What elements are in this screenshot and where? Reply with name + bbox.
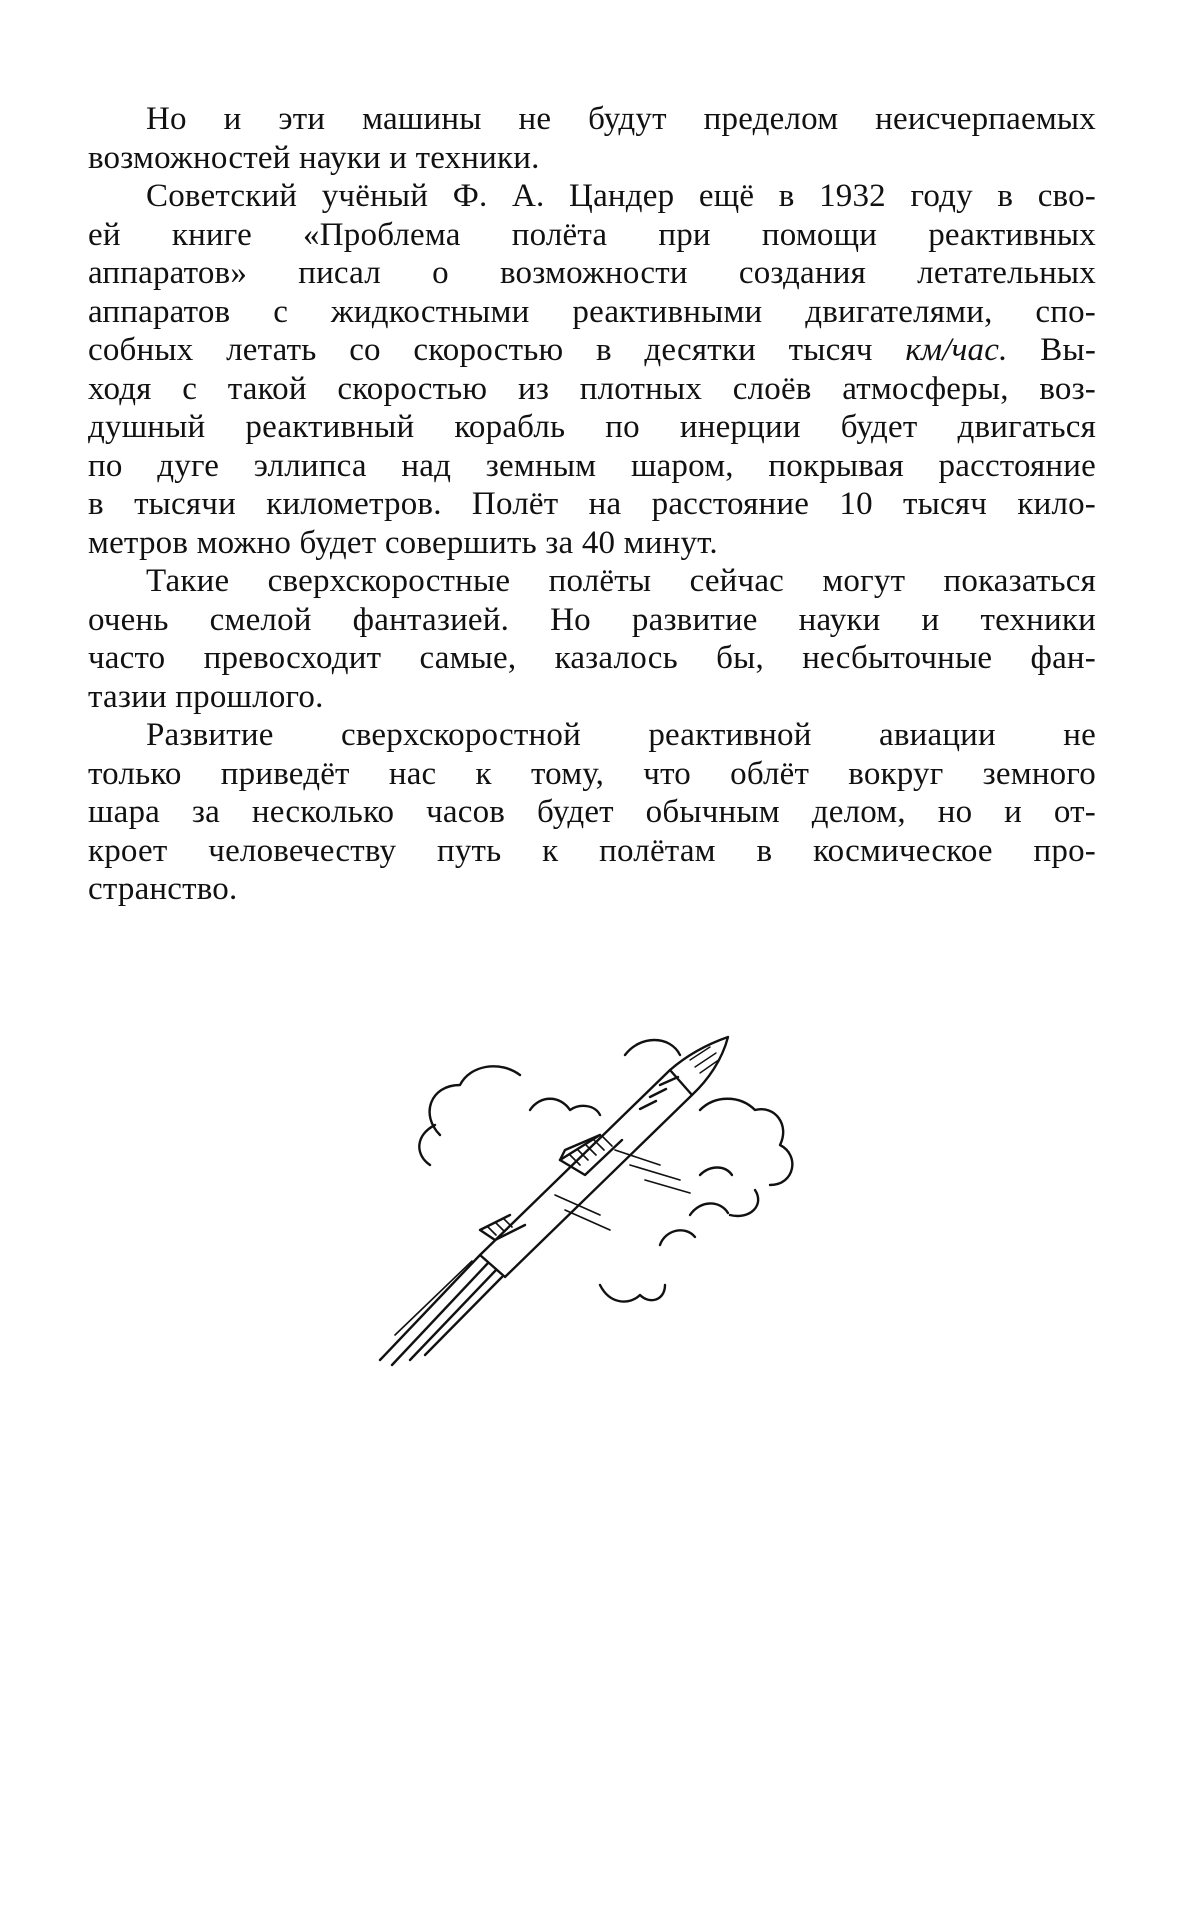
book-page	[0, 0, 1200, 1911]
text-line: по дуге эллипса над земным шаром, покрывая расстояние	[88, 447, 1096, 486]
text-line: душный реактивный корабль по инерции будет двигаться	[88, 408, 1096, 447]
cloud-outline	[700, 1099, 792, 1185]
text-line: Такие сверхскоростные полёты сейчас могут показаться	[88, 562, 1096, 601]
paragraph-3	[88, 562, 1096, 716]
cloud-outline	[730, 1190, 758, 1216]
text-line: тазии прошлого.	[88, 678, 1096, 717]
text-line: аппаратов с жидкостными реактивными двигателями, спо-	[88, 293, 1096, 332]
text-line: кроет человечеству путь к полётам в космическое про-	[88, 832, 1096, 871]
speed-lines	[615, 1150, 690, 1193]
exhaust-trail	[392, 1263, 488, 1365]
text-line-with-units	[88, 331, 1096, 370]
text-line: возможностей науки и техники.	[88, 139, 1096, 178]
cloud-outline	[530, 1099, 600, 1115]
speed-unit: км/час.	[905, 332, 1007, 368]
rocket-hatching	[690, 1047, 720, 1073]
paragraph-2	[88, 177, 1096, 562]
text-line: только приведёт нас к тому, что облёт вокруг земного	[88, 755, 1096, 794]
body-text	[88, 100, 1096, 909]
cloud-outline	[430, 1066, 520, 1135]
text-line: очень смелой фантазией. Но развитие науки и техники	[88, 601, 1096, 640]
text-line-part: Вы-	[1040, 332, 1096, 368]
rocket-drawing	[360, 1015, 840, 1375]
text-line: ей книге «Проблема полёта при помощи реактивных	[88, 216, 1096, 255]
rocket-ship-illustration-icon	[360, 1015, 840, 1375]
paragraph-1	[88, 100, 1096, 177]
paragraph-4	[88, 716, 1096, 909]
text-line: метров можно будет совершить за 40 минут.	[88, 524, 1096, 563]
exhaust-trail	[395, 1261, 472, 1335]
exhaust-trail	[380, 1255, 480, 1360]
text-line: в тысячи километров. Полёт на расстояние 10 тысяч кило-	[88, 485, 1096, 524]
cloud-outline	[700, 1168, 732, 1176]
text-line: часто превосходит самые, казалось бы, несбыточные фан-	[88, 639, 1096, 678]
cloud-outline	[660, 1230, 695, 1245]
text-line: Развитие сверхскоростной реактивной авиации не	[88, 716, 1096, 755]
text-line: странство.	[88, 870, 1096, 909]
text-line: Но и эти машины не будут пределом неисчерпаемых	[88, 100, 1096, 139]
cloud-outline	[625, 1040, 680, 1055]
cloud-outline	[690, 1203, 728, 1215]
text-line: ходя с такой скоростью из плотных слоёв атмосферы, воз-	[88, 370, 1096, 409]
cloud-outline	[600, 1285, 665, 1302]
text-line-part: собных летать со скоростью в десятки тысяч	[88, 332, 873, 368]
cloud-outline	[419, 1125, 435, 1165]
rocket-seam	[670, 1070, 692, 1095]
text-line: шара за несколько часов будет обычным делом, но и от-	[88, 793, 1096, 832]
text-line: аппаратов» писал о возможности создания летательных	[88, 254, 1096, 293]
text-line: Советский учёный Ф. А. Цандер ещё в 1932 году в сво-	[88, 177, 1096, 216]
